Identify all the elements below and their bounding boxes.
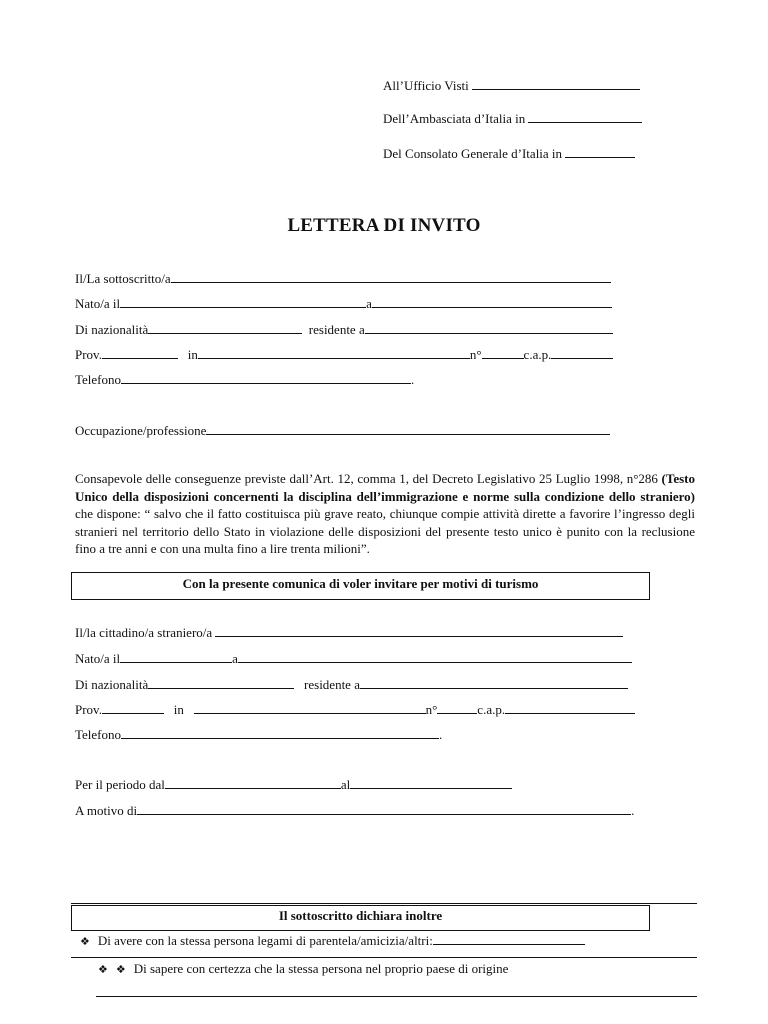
label-periodo-al: al [340, 777, 351, 792]
row-periodo [75, 777, 512, 793]
field-luogo-nascita-invitee[interactable] [238, 651, 632, 663]
label-nato-il-invitee: Nato/a il [75, 651, 121, 666]
field-telefono[interactable] [121, 372, 411, 384]
divider-bottom [96, 996, 697, 997]
field-telefono-invitee[interactable] [121, 727, 439, 739]
address-label-ambasciata: Dell’Ambasciata d’Italia in [383, 111, 526, 126]
label-nato-il: Nato/a il [75, 296, 121, 311]
legal-text-1: Consapevole delle conseguenze previste dall’Art. 12, comma 1, del Decreto Legislativo 25 Luglio 1998, n°286 [75, 471, 662, 486]
field-ambasciata[interactable] [528, 111, 642, 123]
row-prov-invitee [75, 702, 635, 718]
field-legami[interactable] [433, 933, 585, 945]
divider-middle [71, 957, 697, 958]
label-periodo-dal: Per il periodo dal [75, 777, 165, 792]
row-nato-invitee [75, 651, 632, 667]
field-nato-il-invitee[interactable] [120, 651, 232, 663]
label-a-invitee: a [232, 651, 238, 666]
declaration-text-2: Di sapere con certezza che la stessa persona nel proprio paese di origine [133, 961, 509, 976]
field-cap-invitee[interactable] [505, 702, 635, 714]
label-cittadino: Il/la cittadino/a straniero/a [75, 625, 213, 640]
field-periodo-al[interactable] [350, 777, 512, 789]
label-nazionalita-invitee: Di nazionalità [75, 677, 149, 692]
punct-dot-motivo: . [631, 803, 635, 818]
section-heading-dichiara: Il sottoscritto dichiara inoltre [278, 908, 443, 923]
field-ufficio-visti[interactable] [472, 78, 640, 90]
address-line-consolato [383, 146, 635, 162]
field-sottoscritto[interactable] [171, 271, 611, 283]
label-nazionalita: Di nazionalità [75, 322, 149, 337]
field-prov-invitee[interactable] [102, 702, 164, 714]
row-telefono-inviter [75, 372, 414, 388]
field-cap[interactable] [551, 347, 613, 359]
address-label-consolato: Del Consolato Generale d’Italia in [383, 146, 563, 161]
field-luogo-nascita[interactable] [372, 296, 612, 308]
punct-dot-invitee: . [439, 727, 443, 742]
label-numero-invitee: n° [425, 702, 438, 717]
legal-text-bold: (Testo Unico della disposizioni concernenti la disciplina dell’immigrazione e norme sulla condizione dello straniero) [75, 471, 695, 504]
declaration-item-1 [80, 933, 585, 949]
document-title: LETTERA DI INVITO [287, 215, 481, 236]
field-occupazione[interactable] [206, 423, 610, 435]
label-cap: c.a.p. [523, 347, 552, 362]
field-in[interactable] [198, 347, 470, 359]
row-nazionalita-invitee [75, 677, 628, 693]
legal-text-2: che dispone: “ salvo che il fatto costituisca più grave reato, chiunque compie attività dirette a favorire l’ingresso degli stranieri nel territorio dello Stato in violazione delle disposizioni del presente testo unico è punito con la reclusione fino a tre anni e con una multa fino a lire trenta milioni”. [75, 506, 695, 556]
label-numero: n° [469, 347, 482, 362]
label-residente-invitee: residente a [304, 677, 360, 692]
address-label-visti: All’Ufficio Visti [383, 78, 469, 93]
label-cap-invitee: c.a.p. [477, 702, 506, 717]
label-sottoscritto: Il/La sottoscritto/a [75, 271, 171, 286]
field-numero-invitee[interactable] [437, 702, 477, 714]
label-in: in [187, 347, 198, 362]
field-in-invitee[interactable] [194, 702, 426, 714]
row-prov-inviter [75, 347, 613, 363]
section-box-invito [71, 572, 650, 600]
label-a: a [366, 296, 372, 311]
row-motivo [75, 803, 634, 819]
field-nazionalita-invitee[interactable] [148, 677, 294, 689]
diamond-bullet-icon: ❖ [115, 963, 126, 976]
section-heading-invito: Con la presente comunica di voler invitare per motivi di turismo [182, 576, 539, 591]
address-line-visti [383, 78, 640, 94]
address-line-ambasciata [383, 111, 642, 127]
field-nazionalita[interactable] [148, 322, 302, 334]
label-occupazione: Occupazione/professione [75, 423, 207, 438]
row-occupazione [75, 423, 610, 439]
punct-dot: . [411, 372, 415, 387]
declaration-text-1: Di avere con la stessa persona legami di parentela/amicizia/altri: [97, 933, 433, 948]
label-residente: residente a [308, 322, 365, 337]
label-in-invitee: in [173, 702, 184, 717]
label-prov: Prov. [75, 347, 102, 362]
label-motivo: A motivo di [75, 803, 138, 818]
field-residente[interactable] [365, 322, 613, 334]
row-sottoscritto [75, 271, 611, 287]
row-nazionalita-inviter [75, 322, 613, 338]
row-cittadino [75, 625, 623, 641]
declaration-item-2 [98, 961, 508, 977]
row-nato-inviter [75, 296, 612, 312]
label-telefono-invitee: Telefono [75, 727, 122, 742]
label-telefono: Telefono [75, 372, 122, 387]
legal-paragraph [75, 470, 695, 558]
field-nato-il[interactable] [120, 296, 366, 308]
row-telefono-invitee [75, 727, 442, 743]
label-prov-invitee: Prov. [75, 702, 102, 717]
divider-top [71, 903, 697, 904]
field-periodo-dal[interactable] [165, 777, 341, 789]
field-prov[interactable] [102, 347, 178, 359]
field-cittadino[interactable] [215, 625, 623, 637]
field-residente-invitee[interactable] [360, 677, 628, 689]
section-box-dichiara [71, 905, 650, 931]
diamond-bullet-icon: ❖ [98, 963, 108, 976]
field-motivo[interactable] [137, 803, 631, 815]
diamond-bullet-icon: ❖ [80, 935, 90, 948]
field-consolato[interactable] [565, 146, 635, 158]
field-numero[interactable] [482, 347, 524, 359]
